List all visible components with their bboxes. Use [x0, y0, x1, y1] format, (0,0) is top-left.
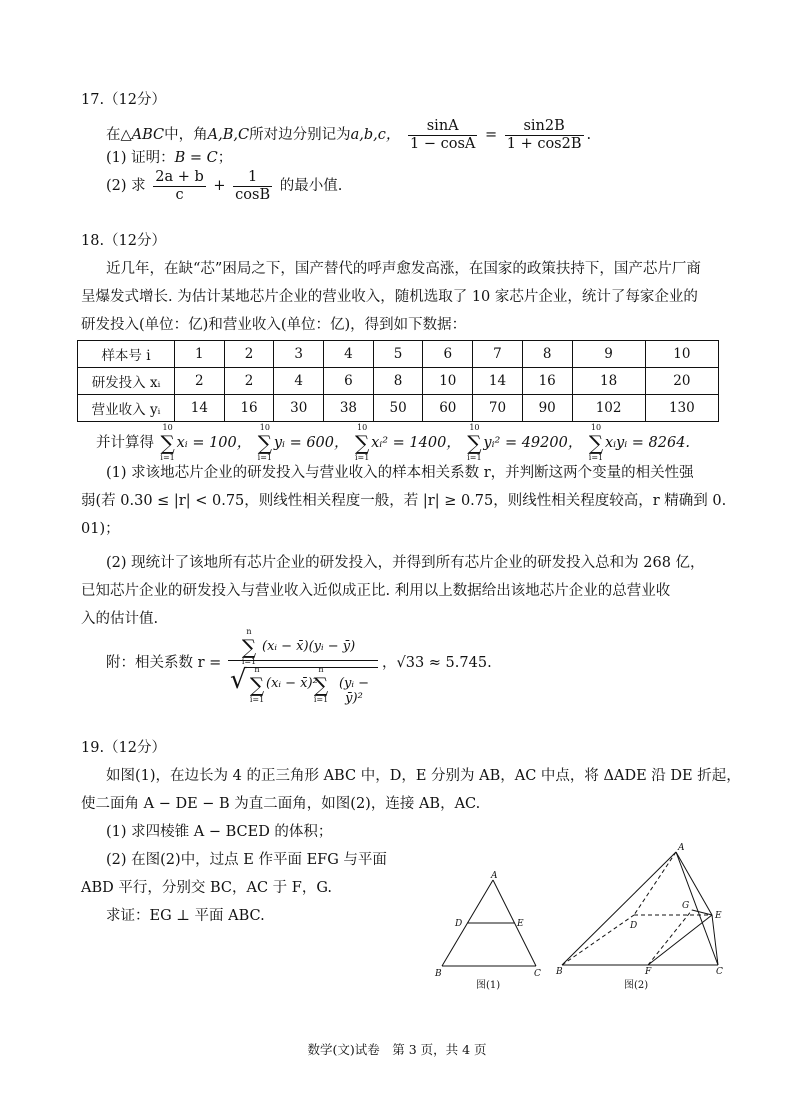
- fig1-label-d: D: [455, 919, 463, 929]
- q18-part1-line1: (1) 求该地芯片企业的研发投入与营业收入的样本相关系数 r，并判断这两个变量的相关性强: [106, 465, 694, 481]
- table-cell: 10: [423, 368, 473, 395]
- sigma-symbol: ∑ 10 i=1: [588, 423, 604, 462]
- fig2-hidden-ad: [634, 852, 676, 915]
- fig2-label-e: E: [715, 911, 722, 921]
- table-cell: 4: [324, 341, 374, 368]
- sigma-symbol: ∑ 10 i=1: [160, 423, 175, 462]
- sigma-symbol: ∑ 10 i=1: [354, 423, 370, 462]
- table-cell: 14: [175, 395, 225, 422]
- table-cell: 18: [572, 368, 645, 395]
- fig2-label-b: B: [556, 967, 563, 977]
- table-cell: 10: [645, 341, 718, 368]
- fig2-edge-ab: [562, 852, 676, 965]
- q18-part2-line1: (2) 现统计了该地所有芯片企业的研发投入，并得到所有芯片企业的研发投入总和为 268 亿，: [106, 555, 705, 571]
- table-cell: 3: [274, 341, 324, 368]
- table-cell: 1: [175, 341, 225, 368]
- q19-line2: 使二面角 A − DE − B 为直二面角，如图(2)，连接 AB，AC.: [81, 796, 481, 812]
- table-row: [78, 341, 719, 368]
- q18-para1-line2: 呈爆发式增长. 为估计某地芯片企业的营业收入，随机选取了 10 家芯片企业，统计了每家企业的: [81, 289, 698, 305]
- q18-appendix-label: 附：相关系数 r =: [106, 655, 222, 671]
- fig1-label-c: C: [534, 969, 541, 979]
- q17-part1: (1) 证明：B = C；: [106, 150, 233, 166]
- table-cell: 2: [224, 368, 274, 395]
- table-cell: 38: [324, 395, 374, 422]
- q18-data-table: [77, 340, 719, 422]
- fig2-label-a: A: [678, 843, 685, 853]
- fig2-label-g: G: [682, 901, 690, 911]
- sigma-symbol: ∑ n i=1: [241, 627, 257, 666]
- row-label-sample: 样本号 i: [78, 341, 175, 368]
- sqrt-bar: [246, 667, 378, 668]
- table-cell: 90: [522, 395, 572, 422]
- q19-line6: 求证：EG ⊥ 平面 ABC.: [106, 908, 265, 924]
- table-cell: 2: [224, 341, 274, 368]
- table-cell: 8: [522, 341, 572, 368]
- q17-fraction-left: $\frac{\sin A}{1 - \cos A}$: [410, 117, 476, 152]
- q18-para1-line1: 近几年，在缺“芯”困局之下，国产替代的呼声愈发高涨，在国家的政策扶持下，国产芯片厂商: [106, 261, 701, 277]
- figure-2-pyramid: [552, 840, 734, 995]
- fig1-caption: 图(1): [476, 980, 501, 991]
- formula-denominator: √ ∑ n i=1 (xᵢ − x̄)² ∑ n i=1 (yᵢ − ȳ)²: [228, 661, 378, 699]
- sigma-symbol: ∑ 10 i=1: [467, 423, 482, 462]
- table-cell: 102: [572, 395, 645, 422]
- table-cell: 50: [373, 395, 423, 422]
- q19-line3: (1) 求四棱锥 A − BCED 的体积；: [106, 824, 333, 840]
- q17-part2-fraction2: $\frac{1}{\cos B}$: [235, 168, 271, 203]
- q18-part2-line2: 已知芯片企业的研发投入与营业收入近似成正比. 利用以上数据给出该地芯片企业的总营业收: [81, 583, 671, 599]
- sigma-symbol: ∑ 10 i=1: [257, 423, 273, 462]
- fig2-caption: 图(2): [624, 980, 649, 991]
- fig1-label-a: A: [491, 871, 498, 881]
- sigma-symbol: ∑ n i=1: [249, 665, 265, 704]
- formula-numerator: ∑ n i=1 (xᵢ − x̄)(yᵢ − ȳ): [228, 630, 378, 661]
- q19-line1: 如图(1)，在边长为 4 的正三角形 ABC 中，D，E 分别为 AB，AC 中点，将 ΔADE 沿 DE 折起，: [106, 768, 741, 784]
- q17-part2-fraction1: $\frac{2a + b}{c}$: [155, 168, 204, 203]
- table-cell: 4: [274, 368, 324, 395]
- q17-number: 17.（12分）: [81, 92, 167, 108]
- q17-stem: 在△ABC中，角A,B,C所对边分别记为a,b,c， $\frac{\sin A}{1 - \cos A}$ = $\frac{\sin 2B}{1 + \cos 2B}$ .: [106, 117, 592, 152]
- table-cell: 6: [423, 341, 473, 368]
- page-footer: 数学(文)试卷 第 3 页，共 4 页: [307, 1042, 487, 1057]
- fig1-label-b: B: [435, 969, 442, 979]
- table-cell: 6: [324, 368, 374, 395]
- q17-part2: (2) 求 $\frac{2a + b}{c}$ + $\frac{1}{\cos B}$ 的最小值.: [106, 168, 343, 203]
- sigma-symbol: ∑ n i=1: [313, 665, 329, 704]
- table-cell: 30: [274, 395, 324, 422]
- table-cell: 7: [473, 341, 523, 368]
- table-cell: 20: [645, 368, 718, 395]
- fig2-label-c: C: [716, 967, 723, 977]
- table-row: [78, 395, 719, 422]
- table-cell: 5: [373, 341, 423, 368]
- q18-para1-line3: 研发投入(单位：亿)和营业收入(单位：亿)，得到如下数据：: [81, 317, 467, 333]
- table-cell: 16: [224, 395, 274, 422]
- table-cell: 9: [572, 341, 645, 368]
- row-label-revenue: 营业收入 yᵢ: [78, 395, 175, 422]
- q18-sums-line: 并计算得 ∑ 10 i=1 xᵢ = 100， ∑ 10 i=1 yᵢ = 600， ∑ 10 i=1 xᵢ² = 1400， ∑ 10 i=1 yᵢ² = 49200， ∑ 10 i=1 xᵢyᵢ = 8264.: [96, 423, 691, 462]
- q17-fraction-right: $\frac{\sin 2B}{1 + \cos 2B}$: [506, 117, 582, 152]
- fig2-hidden-fg: [648, 910, 692, 965]
- q19-number: 19.（12分）: [81, 740, 167, 756]
- q18-part1-line3: 01)；: [81, 521, 120, 537]
- fig2-label-d: D: [630, 921, 638, 931]
- fig2-label-f: F: [645, 967, 652, 977]
- figure-1-triangle: [430, 870, 560, 995]
- q18-part2-line3: 入的估计值.: [81, 611, 159, 627]
- table-cell: 130: [645, 395, 718, 422]
- sqrt-icon: √: [230, 665, 247, 695]
- row-label-rd: 研发投入 xᵢ: [78, 368, 175, 395]
- table-cell: 14: [473, 368, 523, 395]
- fig2-edge-fe: [648, 915, 712, 965]
- table-cell: 8: [373, 368, 423, 395]
- table-row: [78, 368, 719, 395]
- table-cell: 60: [423, 395, 473, 422]
- table-cell: 16: [522, 368, 572, 395]
- table-cell: 2: [175, 368, 225, 395]
- fig1-label-e: E: [517, 919, 524, 929]
- q19-line5: ABD 平行，分别交 BC，AC 于 F，G.: [81, 880, 333, 896]
- fig2-hidden-bd: [562, 915, 634, 965]
- correlation-formula: [228, 627, 378, 706]
- q18-part1-line2: 弱(若 0.30 ≤ |r| < 0.75，则线性相关程度一般，若 |r| ≥ 0.75，则线性相关程度较高，r 精确到 0.: [81, 493, 727, 509]
- q18-number: 18.（12分）: [81, 233, 167, 249]
- q19-line4: (2) 在图(2)中，过点 E 作平面 EFG 与平面: [106, 852, 387, 868]
- table-cell: 70: [473, 395, 523, 422]
- q18-appendix-sqrt: ，√33 ≈ 5.745.: [382, 655, 492, 671]
